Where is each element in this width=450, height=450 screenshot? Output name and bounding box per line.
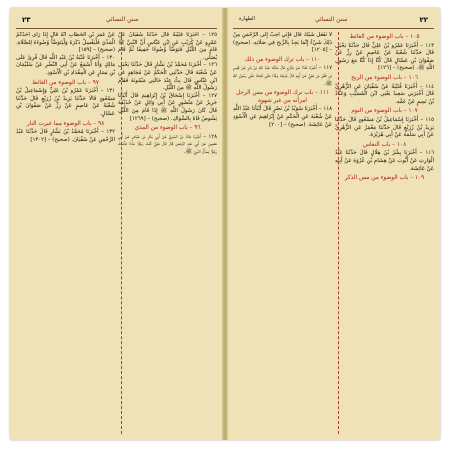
hadith-paragraph: ١٣٢ – أَخْبَرَنَا مُحَمَّدُ بْنُ بَشَّارٍ قَالَ حَدَّثَنَا عَبْدُ الرَّحْمَنِ عَنْ سُفْيَانَ. (صحيح) – [١٣٠٢] [16, 129, 115, 143]
chapter-heading: ١١٠ – باب ترك الوضوء من ذلك [244, 56, 321, 63]
header-rule [16, 28, 217, 29]
hadith-paragraph: ١٢٧ – أَخْبَرَنَا إِسْحَاقُ بْنُ إِبْرَاهِيمَ قَالَ أَنْبَأَنَا جَرِيرٌ عَنْ مَنْصُورٍ عَنْ أَبِي وَائِلٍ عَنْ حُذَيْفَةَ قَالَ كَانَ رَسُولُ اللَّهِ ﷺ إِذَا قَامَ مِنَ اللَّيْلِ يَشُوصُ فَاهُ بِالسِّوَاكِ. (صحيح) – [١٢٦٩] [118, 92, 217, 122]
chapter-heading: ١٠٥ – باب الوضوء من الغائط [349, 34, 420, 40]
text-column-left [16, 32, 115, 434]
header-rule [233, 28, 434, 29]
hadith-paragraph: ١١٧ – أَخْبَرَنَا هَنَّادٌ عَنْ مُلَازِمٍ قَالَ حَدَّثَنَا عَبْدُ اللَّهِ بْنُ بَدْرٍ عَنْ قَيْسِ بْنِ طَلْقِ بْنِ عَلِيٍّ عَنْ أَبِيهِ قَالَ خَرَجْنَا وَفْدًا حَتَّى قَدِمْنَا عَلَى رَسُولِ اللَّهِ ﷺ. [233, 65, 332, 87]
hadith-paragraph: ١١٨ – أَخْبَرَنَا سُوَيْدُ بْنُ نَصْرٍ قَالَ أَنْبَأَنَا عَبْدُ اللَّهِ عَنْ شُعْبَةَ عَنِ الْحَكَمِ عَنْ إِبْرَاهِيمَ عَنِ الْأَسْوَدِ عَنْ عَائِشَةَ. (صحيح) – [٢٠٠] [233, 106, 332, 128]
chapter-heading: ١٠٧ – باب الوضوء من النوم [351, 108, 418, 115]
text-columns [16, 32, 217, 434]
hadith-paragraph: ١٢٦ – أَخْبَرَنَا مُحَمَّدُ بْنُ بَشَّارٍ قَالَ حَدَّثَنَا يَحْيَى عَنْ شُعْبَةَ قَالَ حَدَّثَنِي الْحَكَمُ عَنْ مُجَاهِدٍ عَنِ ابْنِ عَبَّاسٍ قَالَ بِتُّ عِنْدَ خَالَتِي مَيْمُونَةَ فَقَامَ رَسُولُ اللَّهِ ﷺ مِنَ اللَّيْلِ. [118, 62, 217, 92]
page-header [18, 16, 215, 28]
hadith-paragraph: ١١٥ – أَخْبَرَنَا إِسْمَاعِيلُ بْنُ مَسْعُودٍ قَالَ حَدَّثَنَا يَزِيدُ بْنُ زُرَيْعٍ قَالَ حَدَّثَنَا مَعْمَرٌ عَنِ الزُّهْرِيِّ عَنْ أَبِي سَلَمَةَ عَنْ أَبِي هُرَيْرَةَ. [335, 116, 434, 139]
page-header [235, 16, 432, 28]
text-column-left [233, 32, 332, 434]
chapter-heading: ١٠٨ – باب النعاس [362, 141, 407, 148]
hadith-paragraph: عَنْ عُمَرَ بْنِ الْخَطَّابِ أَنَّهُ قَالَ إِذَا رَأَى أَحَدُكُمُ الْمَذْيَ فَلْيَغْسِلْ ذَكَرَهُ وَلْيَتَوَضَّأْ وُضُوءَهُ لِلصَّلَاةِ. (صحيح) – [١٥٩] [16, 32, 115, 54]
hadith-paragraph: ١٣٠ – أَخْبَرَنَا عُتْبَةُ بْنُ عَبْدِ اللَّهِ قَالَ قُرِئَ عَلَى مَالِكٍ وَأَنَا أَسْمَعُ عَنْ أَبِي النَّضْرِ عَنْ سُلَيْمَانَ بْنِ يَسَارٍ عَنِ الْمِقْدَادِ بْنِ الْأَسْوَدِ. [16, 54, 115, 76]
hadith-paragraph: ١٢٥ – أَخْبَرَنَا قُتَيْبَةُ قَالَ حَدَّثَنَا سُفْيَانُ عَنْ عَمْرٍو عَنْ كُرَيْبٍ عَنِ ابْنِ عَبَّاسٍ أَنَّ النَّبِيَّ ﷺ قَامَ مِنَ اللَّيْلِ فَتَوَضَّأَ وُضُوءًا خَفِيفًا ثُمَّ قَامَ يُصَلِّي. [118, 32, 217, 61]
chapter-heading: ١٠٩ – باب الوضوء من مس الذكر [344, 175, 425, 182]
hadith-paragraph: لَا تَفْعَلْ شَيْئًا، قَالَ فَإِنِّي أُحِبُّ إِلَى الرَّحْمَنِ مِنْ ذَلِكَ شَيْءٌ إِنَّمَا يَجِدُ بِالرِّيحِ فِي صَلَاتِهِ. (صحيح) – [١٢٠٥] [233, 32, 332, 54]
hadith-paragraph: ١٢٨ – أَخْبَرَنَا هَنَّادُ بْنُ السَّرِيِّ عَنْ أَبِي بَكْرِ بْنِ عَيَّاشٍ عَنْ أَبِي حَصِينٍ عَنْ أَبِي عَبْدِ الرَّحْمَنِ قَالَ قَالَ عَلِيٌّ كُنْتُ رَجُلًا مَذَّاءً فَأَمَرْتُ رَجُلًا يَسْأَلُ النَّبِيَّ ﷺ. [118, 133, 217, 155]
left-page [10, 8, 223, 440]
hadith-paragraph: ١١٦ – أَخْبَرَنَا بِشْرُ بْنُ هِلَالٍ قَالَ حَدَّثَنَا عَبْدُ الْوَارِثِ عَنْ أَيُّوبَ عَنْ هِشَامِ بْنِ عُرْوَةَ عَنْ أَبِيهِ عَنْ عَائِشَةَ. [335, 150, 434, 172]
running-title: سنن النسائي [315, 16, 348, 23]
text-column-right [335, 32, 434, 434]
column-separator [338, 32, 339, 434]
hadith-paragraph: ١٣١ – أَخْبَرَنَا عَمْرُو بْنُ عَلِيٍّ وَإِسْمَاعِيلُ بْنُ مَسْعُودٍ قَالَا حَدَّثَنَا يَزِيدُ بْنُ زُرَيْعٍ قَالَ حَدَّثَنَا شُعْبَةُ عَنْ عَاصِمٍ عَنْ زِرٍّ عَنْ صَفْوَانَ بْنِ عَسَّالٍ. [16, 88, 115, 117]
column-separator [121, 32, 122, 434]
chapter-heading: ٩٦ – باب الوضوء من المذي [134, 125, 201, 132]
hadith-paragraph: ١١٤ – أَخْبَرَنَا قُتَيْبَةُ عَنْ سُفْيَانَ عَنِ الزُّهْرِيِّ قَالَ أَخْبَرَنِي سَعِيدٌ يَعْنِي ابْنَ الْمُسَيَّبِ وَعَبَّادُ بْنُ تَمِيمٍ عَنْ عَمِّهِ. [335, 83, 434, 105]
section-title: الطهارة [239, 16, 255, 22]
right-page [227, 8, 440, 440]
page-number: ٢٢ [419, 16, 428, 24]
chapter-heading: ٩٨ – باب الوضوء مما غيرت النار [26, 120, 105, 127]
text-columns [233, 32, 434, 434]
running-title: سنن النسائي [106, 16, 139, 23]
hadith-paragraph: ١١٣ – أَخْبَرَنَا عَمْرُو بْنُ عَلِيٍّ قَالَ حَدَّثَنَا يَحْيَى قَالَ حَدَّثَنَا شُعْبَةُ عَنْ عَاصِمٍ عَنْ زِرٍّ عَنْ صَفْوَانَ بْنِ عَسَّالٍ قَالَ كُنَّا إِذَا كُنَّا مَعَ رَسُولِ اللَّهِ ﷺ. (صحيح) – [١٢٦] [335, 42, 434, 72]
chapter-heading: ٩٧ – باب الوضوء من الغائط [32, 79, 99, 86]
text-column-right [118, 32, 217, 434]
chapter-heading: ١٠٦ – باب الوضوء من الريح [351, 74, 418, 81]
page-number: ٢٣ [22, 16, 31, 24]
open-book [10, 8, 440, 440]
chapter-heading: ١١١ – باب ترك الوضوء من مس الرجل امرأته من غير شهوة [235, 90, 330, 104]
